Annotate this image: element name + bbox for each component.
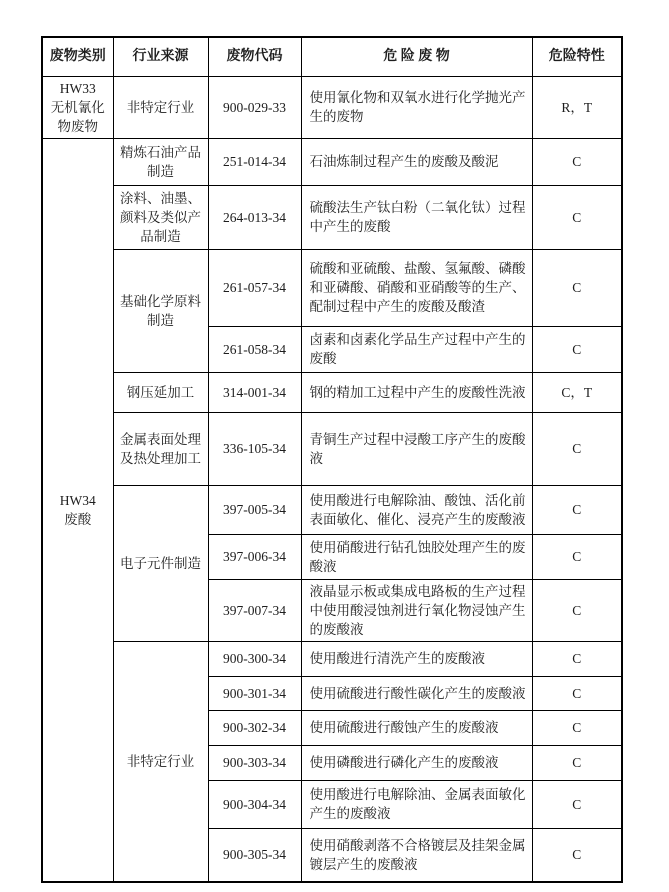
hazard-traits-cell: C — [532, 710, 622, 745]
waste-code-cell: 264-013-34 — [208, 185, 301, 249]
hazardous-waste-description-cell: 钢的精加工过程中产生的废酸性洗液 — [301, 372, 532, 412]
hazard-traits-cell: C — [532, 828, 622, 882]
hazard-traits-cell: C，T — [532, 372, 622, 412]
hazard-traits-cell: C — [532, 249, 622, 326]
table-body — [42, 76, 622, 882]
industry-source-cell: 非特定行业 — [113, 76, 208, 138]
hazardous-waste-description-cell: 使用酸进行清洗产生的废酸液 — [301, 641, 532, 676]
industry-source-cell: 钢压延加工 — [113, 372, 208, 412]
category-name: 无机氰化物废物 — [50, 99, 105, 134]
hazard-traits-cell: C — [532, 185, 622, 249]
column-header-industry-source: 行业来源 — [113, 37, 208, 76]
hazard-traits-cell: C — [532, 534, 622, 579]
hazardous-waste-description-cell: 使用硝酸剥落不合格镀层及挂架金属镀层产生的废酸液 — [301, 828, 532, 882]
industry-source-cell: 金属表面处理及热处理加工 — [113, 412, 208, 485]
table-row — [42, 641, 622, 676]
waste-code-cell: 397-005-34 — [208, 485, 301, 534]
table-row — [42, 372, 622, 412]
table-row — [42, 185, 622, 249]
table-row — [42, 249, 622, 326]
hazardous-waste-description-cell: 使用硝酸进行钻孔蚀胶处理产生的废酸液 — [301, 534, 532, 579]
industry-source-cell: 基础化学原料制造 — [113, 249, 208, 372]
table-row — [42, 76, 622, 138]
hazardous-waste-description-cell: 硫酸和亚硫酸、盐酸、氢氟酸、磷酸和亚磷酸、硝酸和亚硝酸等的生产、配制过程中产生的废酸及酸渣 — [301, 249, 532, 326]
waste-code-cell: 336-105-34 — [208, 412, 301, 485]
category-name: 废酸 — [64, 511, 92, 527]
waste-code-cell: 900-029-33 — [208, 76, 301, 138]
hazard-traits-cell: R，T — [532, 76, 622, 138]
hazard-traits-cell: C — [532, 138, 622, 185]
hazardous-waste-description-cell: 使用酸进行电解除油、金属表面敏化产生的废酸液 — [301, 780, 532, 828]
waste-code-cell: 900-301-34 — [208, 676, 301, 710]
hazard-traits-cell: C — [532, 780, 622, 828]
hazard-traits-cell: C — [532, 412, 622, 485]
waste-code-cell: 261-057-34 — [208, 249, 301, 326]
header-row — [42, 37, 622, 76]
hazardous-waste-description-cell: 使用磷酸进行磷化产生的废酸液 — [301, 745, 532, 780]
waste-code-cell: 251-014-34 — [208, 138, 301, 185]
hazardous-waste-description-cell: 液晶显示板或集成电路板的生产过程中使用酸浸蚀剂进行氧化物浸蚀产生的废酸液 — [301, 579, 532, 641]
industry-source-cell: 精炼石油产品制造 — [113, 138, 208, 185]
waste-category-cell — [42, 76, 113, 138]
column-header-hazard-traits: 危险特性 — [532, 37, 622, 76]
hazardous-waste-description-cell: 卤素和卤素化学品生产过程中产生的废酸 — [301, 326, 532, 372]
waste-code-cell: 900-302-34 — [208, 710, 301, 745]
hazardous-waste-description-cell: 使用硫酸进行酸蚀产生的废酸液 — [301, 710, 532, 745]
table-header — [42, 37, 622, 76]
waste-code-cell: 397-007-34 — [208, 579, 301, 641]
waste-code-cell: 314-001-34 — [208, 372, 301, 412]
table-row — [42, 138, 622, 185]
waste-category-cell — [42, 138, 113, 882]
hazardous-waste-table — [41, 36, 623, 883]
industry-source-cell: 电子元件制造 — [113, 485, 208, 641]
hazard-traits-cell: C — [532, 641, 622, 676]
category-code: HW33 — [59, 80, 96, 96]
column-header-waste-code: 废物代码 — [208, 37, 301, 76]
waste-code-cell: 397-006-34 — [208, 534, 301, 579]
hazardous-waste-description-cell: 青铜生产过程中浸酸工序产生的废酸液 — [301, 412, 532, 485]
column-header-waste-category: 废物类别 — [42, 37, 113, 76]
category-code: HW34 — [59, 492, 96, 508]
waste-code-cell: 900-303-34 — [208, 745, 301, 780]
hazard-traits-cell: C — [532, 745, 622, 780]
hazardous-waste-description-cell: 使用氰化物和双氧水进行化学抛光产生的废物 — [301, 76, 532, 138]
waste-code-cell: 900-300-34 — [208, 641, 301, 676]
hazardous-waste-description-cell: 使用酸进行电解除油、酸蚀、活化前表面敏化、催化、浸亮产生的废酸液 — [301, 485, 532, 534]
hazard-traits-cell: C — [532, 579, 622, 641]
column-header-hazardous-waste: 危 险 废 物 — [301, 37, 532, 76]
waste-code-cell: 900-305-34 — [208, 828, 301, 882]
hazardous-waste-description-cell: 使用硫酸进行酸性碳化产生的废酸液 — [301, 676, 532, 710]
waste-code-cell: 900-304-34 — [208, 780, 301, 828]
hazardous-waste-description-cell: 石油炼制过程产生的废酸及酸泥 — [301, 138, 532, 185]
hazardous-waste-description-cell: 硫酸法生产钛白粉（二氧化钛）过程中产生的废酸 — [301, 185, 532, 249]
industry-source-cell: 非特定行业 — [113, 641, 208, 882]
hazard-traits-cell: C — [532, 676, 622, 710]
industry-source-cell: 涂料、油墨、颜料及类似产品制造 — [113, 185, 208, 249]
hazard-traits-cell: C — [532, 485, 622, 534]
hazard-traits-cell: C — [532, 326, 622, 372]
table-row — [42, 485, 622, 534]
table-row — [42, 412, 622, 485]
waste-code-cell: 261-058-34 — [208, 326, 301, 372]
